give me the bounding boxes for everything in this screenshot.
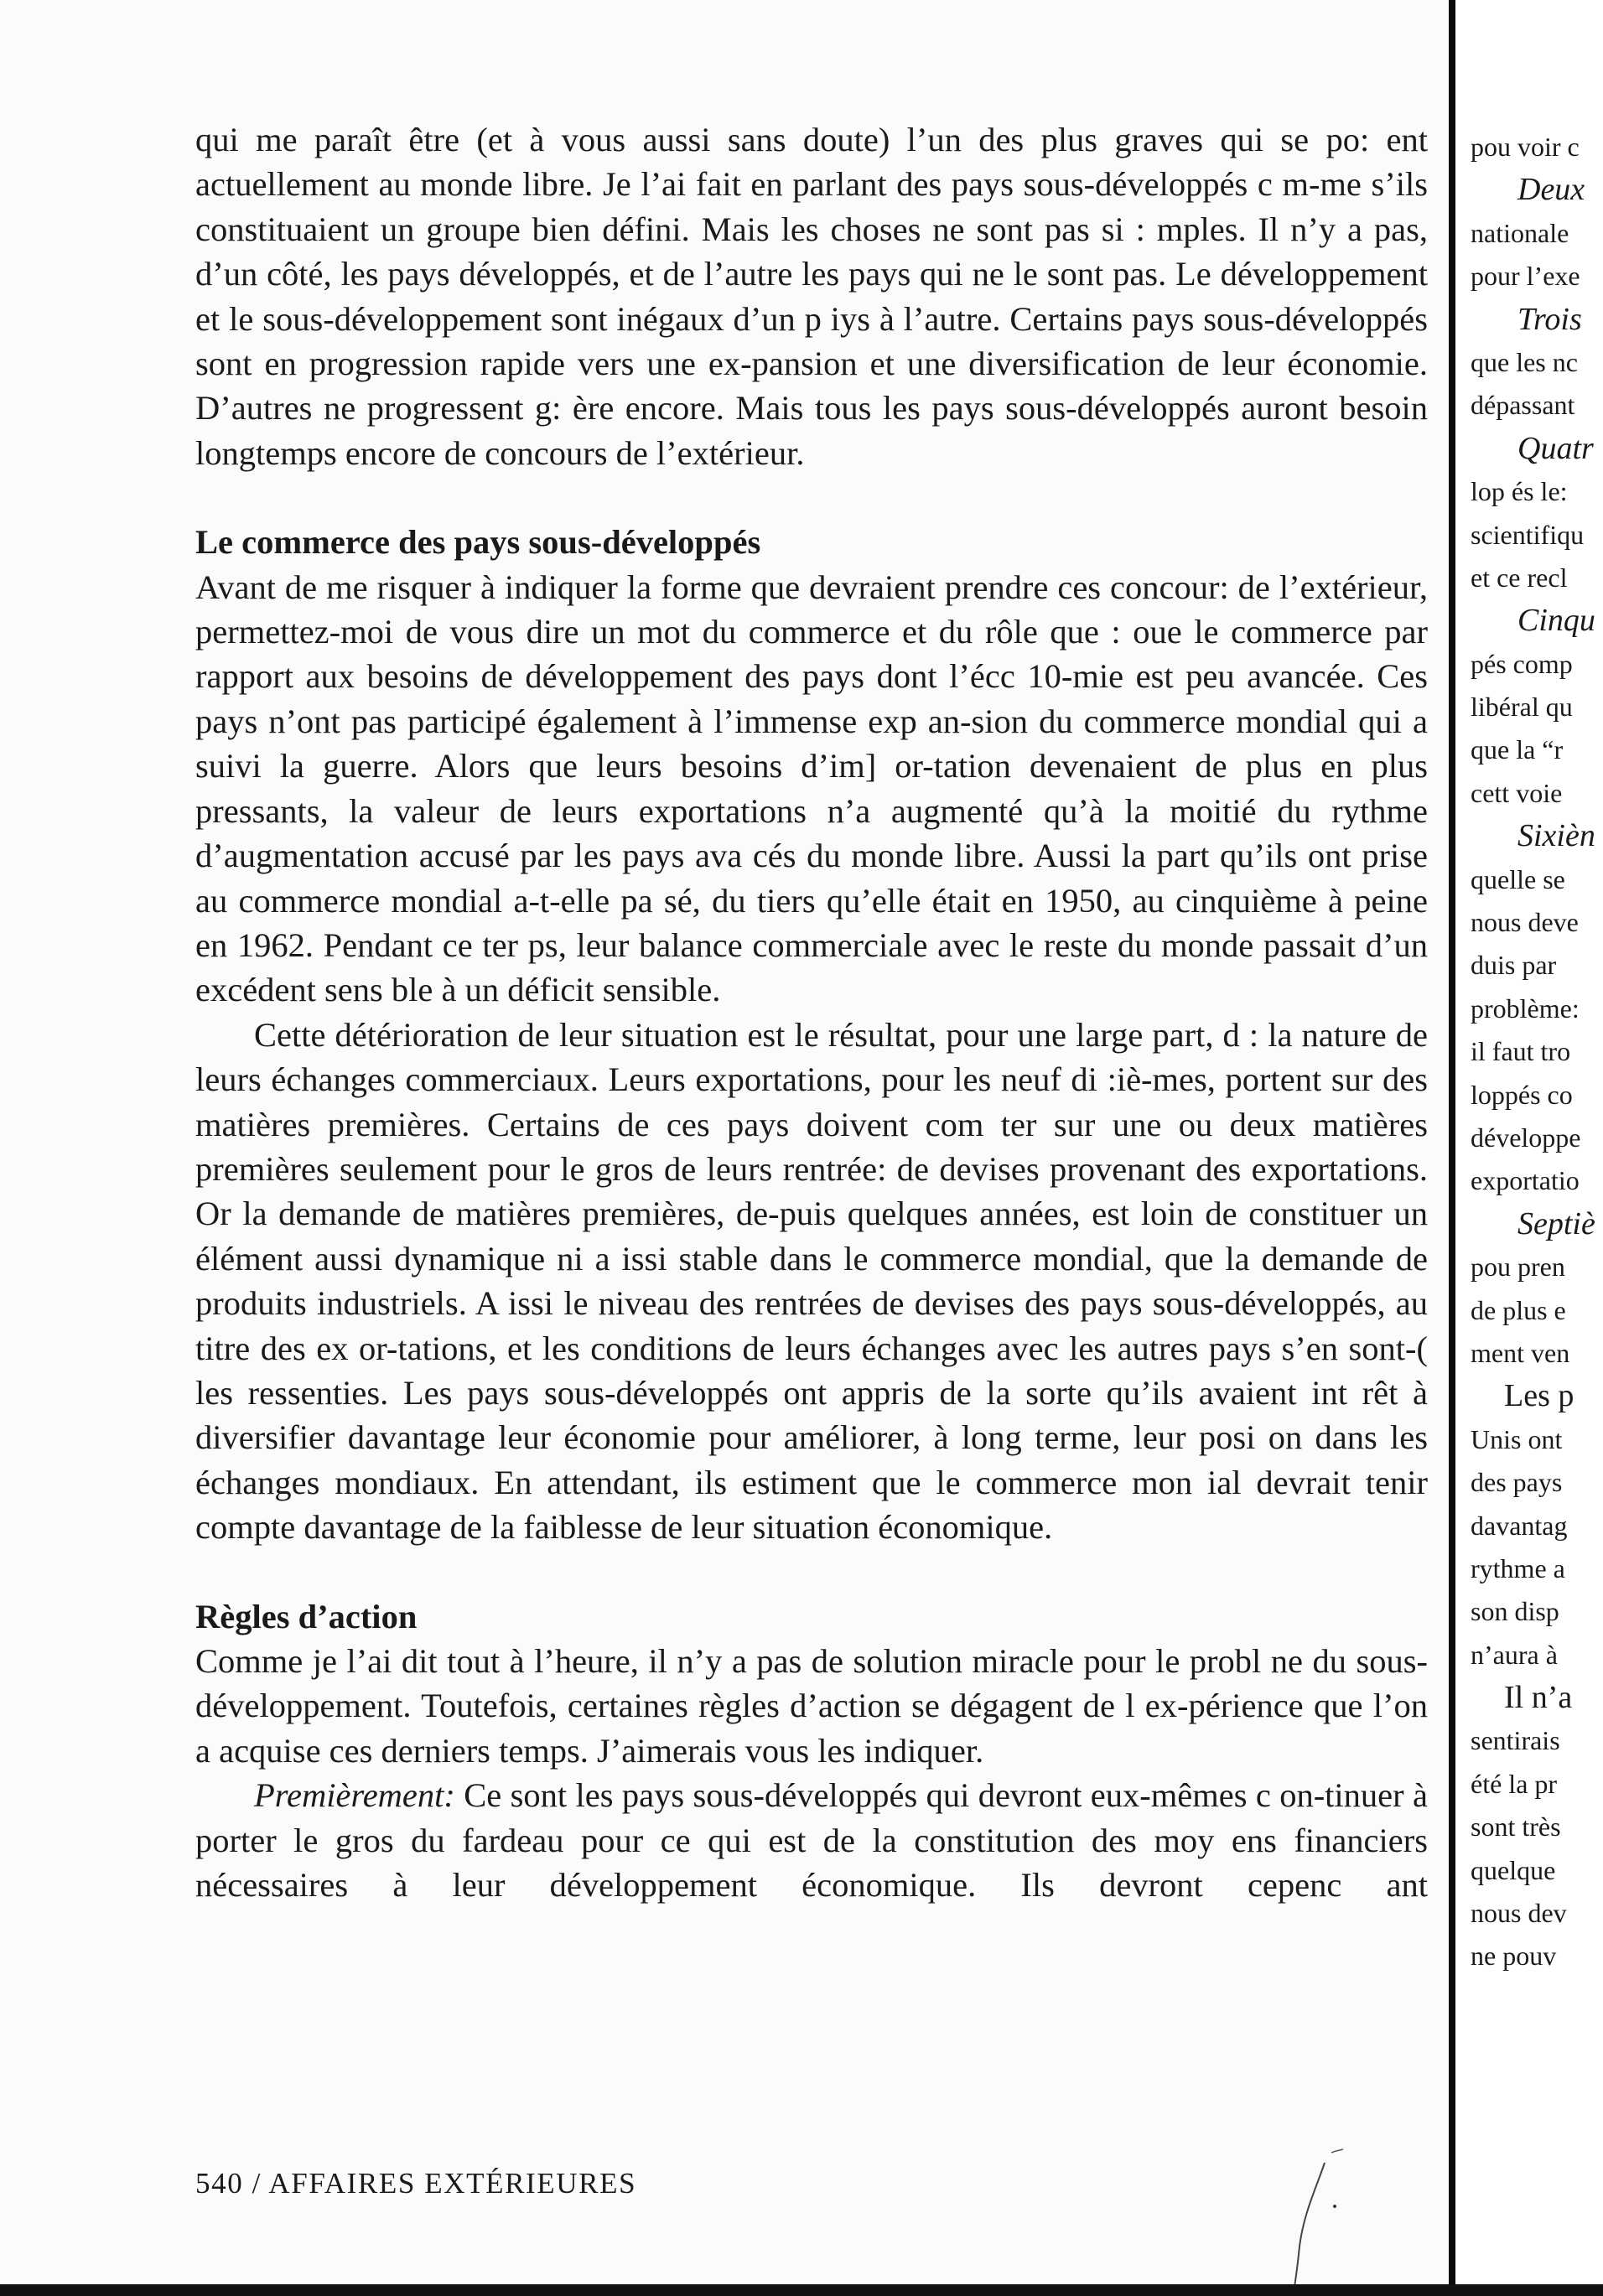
right-line: pou voir c: [1471, 132, 1580, 162]
right-line: Sixièn: [1517, 818, 1595, 854]
right-line: libéral qu: [1471, 692, 1573, 723]
paragraph-4: Comme je l’ai dit tout à l’heure, il n’y a pas de solution miracle pour le probl ne du sous-développement. Toutefois, certaines règles d’action se dégagent de l ex-périence que l’on a acquise ces derniers temps. J’aimerais vous les indiquer.: [195, 1642, 1428, 1770]
right-line: Quatr: [1517, 430, 1594, 466]
right-line: Il n’a: [1504, 1680, 1573, 1716]
right-line: Septiè: [1517, 1205, 1595, 1241]
right-line: et ce recl: [1471, 562, 1568, 593]
right-line: davantag: [1471, 1510, 1568, 1541]
right-line: été la pr: [1471, 1768, 1558, 1799]
right-line: cett voie: [1471, 777, 1563, 808]
right-line: Unis ont: [1471, 1423, 1563, 1454]
paragraph-5-body: Ce sont les pays sous-développés qui devront eux-mêmes c on-tinuer à porter le gros du fardeau pour ce qui est de la constitution des moy ens financiers nécessaires à leur développement économique. Ils devront cepenc ant: [195, 1776, 1428, 1905]
right-line: son disp: [1471, 1596, 1559, 1627]
section-heading-commerce: Le commerce des pays sous-développés: [195, 523, 761, 562]
right-line: problème:: [1471, 993, 1580, 1024]
right-line: quelque: [1471, 1854, 1556, 1885]
right-line: Cinqu: [1517, 603, 1595, 639]
right-line: sont très: [1471, 1811, 1561, 1843]
right-line: nous dev: [1471, 1898, 1567, 1929]
right-line: nationale: [1471, 217, 1569, 248]
right-line: nous deve: [1471, 907, 1579, 938]
right-line: exportatio: [1471, 1165, 1580, 1196]
right-line: duis par: [1471, 950, 1557, 981]
right-line: dépassant: [1471, 390, 1575, 421]
right-line: ment ven: [1471, 1337, 1570, 1368]
scan-bottom-edge: [0, 2284, 1603, 2296]
main-text-column: [195, 117, 1428, 1907]
right-line: loppés co: [1471, 1079, 1573, 1110]
right-line: lop és le:: [1471, 476, 1568, 507]
page-footer: 540 / AFFAIRES EXTÉRIEURES: [195, 2167, 637, 2200]
right-line: rythme a: [1471, 1552, 1565, 1583]
right-line: de plus e: [1471, 1294, 1566, 1325]
right-line: pour l’exe: [1471, 261, 1580, 292]
section-heading-regles: Règles d’action: [195, 1597, 418, 1635]
right-line: quelle se: [1471, 863, 1565, 894]
right-text-fragments: [1471, 126, 1603, 1978]
right-line: il faut tro: [1471, 1036, 1571, 1067]
right-line: développe: [1471, 1122, 1581, 1153]
right-line: Les p: [1504, 1378, 1574, 1414]
pencil-mark: [1266, 2146, 1367, 2288]
right-line: Trois: [1517, 301, 1582, 337]
right-page-cropped: [1455, 0, 1603, 2296]
right-line: n’aura à: [1471, 1639, 1558, 1670]
page-gutter: [1449, 0, 1455, 2296]
paragraph-5-lead: Premièrement:: [254, 1776, 455, 1815]
paragraph-5: [195, 1773, 1428, 1907]
paragraph-1: qui me paraît être (et à vous aussi sans doute) l’un des plus graves qui se po: ent actuellement au monde libre. Je l’ai fait en parlant des pays sous-développés c m-me s’ils constituaient un groupe bien défini. Mais les choses ne sont pas si : mples. Il n’y a pas, d’un côté, les pays développés, et de l’autre les pays qui ne le sont pas. Le développement et le sous-développement sont inégaux d’un p iys à l’autre. Certains pays sous-développés sont en progression rapide vers une ex-pansion et une diversification de leur économie. D’autres ne progressent g: ère encore. Mais tous les pays sous-développés auront besoin longtemps encore de concours de l’extérieur.: [195, 121, 1428, 472]
right-line: pou pren: [1471, 1252, 1565, 1283]
right-line: pés comp: [1471, 648, 1573, 679]
right-line: que les nc: [1471, 346, 1578, 377]
paragraph-2: Avant de me risquer à indiquer la forme que devraient prendre ces concour: de l’extérieur, permettez-moi de vous dire un mot du commerce et du rôle que : oue le commerce par rapport aux besoins de développement des pays dont l’écc 10-mie est peu avancée. Ces pays n’ont pas participé également à l’immense exp an-sion du commerce mondial qui a suivi la guerre. Alors que leurs besoins d’im] or-tation devenaient de plus en plus pressants, la valeur de leurs exportations n’a augmenté qu’à la moitié du rythme d’augmentation accusé par les pays ava cés du monde libre. Aussi la part qu’ils ont prise au commerce mondial a-t-elle pa sé, du tiers qu’elle était en 1950, au cinquième à peine en 1962. Pendant ce ter ps, leur balance commerciale avec le reste du monde passait d’un excédent sens ble à un déficit sensible.: [195, 568, 1428, 1009]
paragraph-3: Cette détérioration de leur situation est le résultat, pour une large part, d : la nature de leurs échanges commerciaux. Leurs exportations, pour les neuf di :iè-mes, portent sur des matières premières. Certains de ces pays doivent com ter sur une ou deux matières premières seulement pour le gros de leurs rentrée: de devises provenant des exportations. Or la demande de matières premières, de-puis quelques années, est loin de constituer un élément aussi dynamique ni a issi stable dans le commerce mondial, que la demande de produits industriels. A issi le niveau des rentrées de devises des pays sous-développés, au titre des ex or-tations, et les conditions de leurs échanges avec les autres pays s’en sont-( les ressenties. Les pays sous-développés ont appris de la sorte qu’ils avaient int rêt à diversifier davantage leur économie pour améliorer, à long terme, leur posi on dans les échanges mondiaux. En attendant, ils estiment que le commerce mon ial devrait tenir compte davantage de la faiblesse de leur situation économique.: [195, 1015, 1428, 1547]
right-line: des pays: [1471, 1467, 1563, 1498]
right-line: sentirais: [1471, 1725, 1560, 1756]
right-line: scientifiqu: [1471, 519, 1585, 550]
right-line: que la “r: [1471, 734, 1564, 765]
right-line: ne pouv: [1471, 1941, 1557, 1972]
right-line: Deux: [1517, 172, 1585, 208]
